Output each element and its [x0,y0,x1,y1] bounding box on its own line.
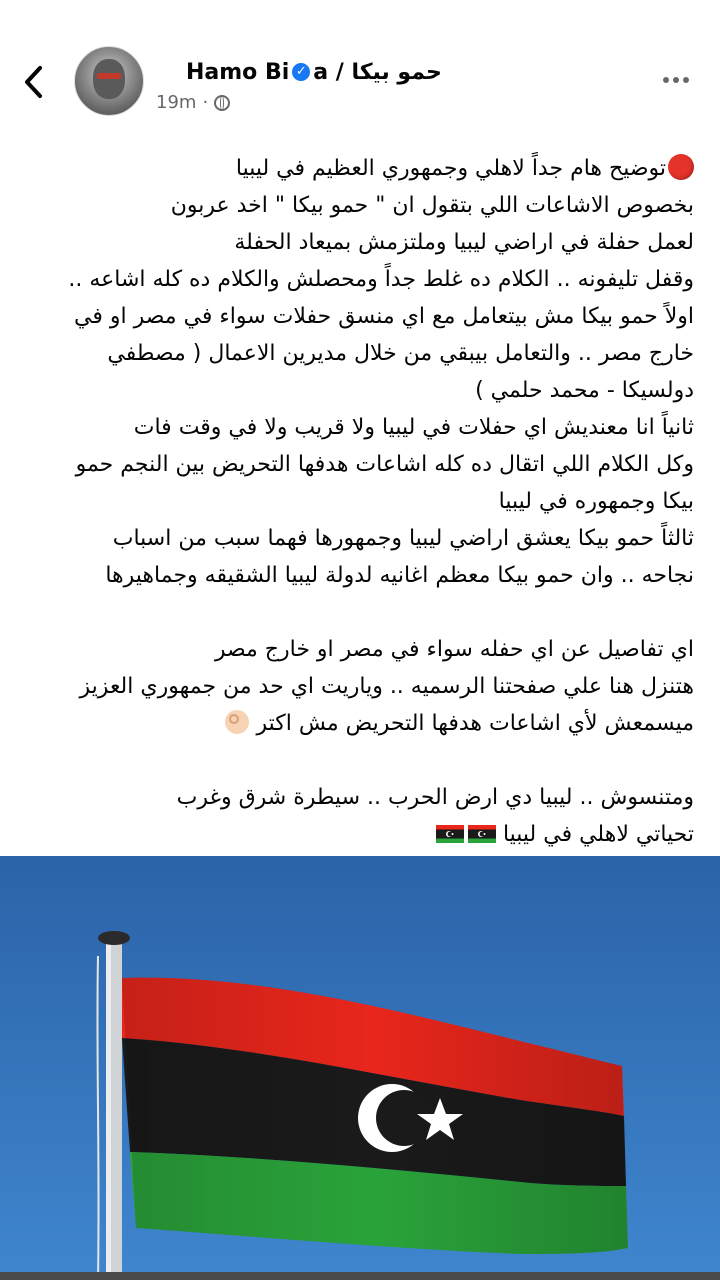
more-dots-icon [673,77,679,83]
post-line: وقفل تليفونه .. الكلام ده غلط جداً ومحصلش والكلام ده كله اشاعه .. [68,267,694,292]
post-line-text: ميسمعش لأي اشاعات هدفها التحريض مش اكتر [256,711,694,736]
back-button[interactable] [18,62,52,102]
post-line: ثانياً انا معنديش اي حفلات في ليبيا ولا قريب ولا في وقت فات [133,415,694,440]
post-line: لعمل حفلة في اراضي ليبيا وملتزمش بميعاد الحفلة [234,230,694,255]
post-line: وكل الكلام اللي اتقال ده كله اشاعات هدفها التحريض بين النجم حمو [75,452,694,477]
post-line: نجاحه .. وان حمو بيكا معظم اغانيه لدولة ليبيا الشقيقه وجماهيرها [105,563,694,588]
post-line: دولسيكا - محمد حلمي ) [475,378,694,403]
libya-flag-icon [468,825,496,843]
pole-finial [98,931,130,945]
post-line [24,150,694,187]
post-meta [156,92,230,113]
ok-hand-icon [225,710,249,734]
post-photo[interactable] [0,856,720,1280]
post-line: بخصوص الاشاعات اللي بتقول ان " حمو بيكا " اخد عربون [170,193,694,218]
post-time[interactable]: 19m [156,92,197,113]
avatar-face [93,59,125,99]
post-header [0,0,720,140]
profile-name-end: a / حمو بيكا [313,59,442,85]
meta-separator: · [202,92,209,113]
paragraph-gap [24,594,694,631]
paragraph-gap [24,742,694,779]
post-line [24,705,694,742]
avatar-glasses [97,73,121,79]
post-line: بيكا وجمهوره في ليبيا [498,489,694,514]
post-line [24,816,694,853]
profile-name-start: Hamo Bi [186,59,290,85]
post-line: ومتنسوش .. ليبيا دي ارض الحرب .. سيطرة شرق وغرب [176,785,694,810]
more-dots-icon [683,77,689,83]
post-line-text: توضيح هام جداً لاهلي وجمهوري العظيم في ليبيا [235,156,666,181]
avatar[interactable] [74,46,144,116]
chevron-left-icon [18,62,52,102]
post-line: اي تفاصيل عن اي حفله سواء في مصر او خارج مصر [214,637,694,662]
post-line: هتنزل هنا علي صفحتنا الرسميه .. وياريت اي حد من جمهوري العزيز [79,674,694,699]
post-line-text: تحياتي لاهلي في ليبيا [502,822,694,847]
more-options-button[interactable] [656,66,696,94]
globe-icon [214,95,230,111]
profile-name[interactable] [186,56,442,88]
red-circle-icon [668,154,694,180]
libya-flag-icon [436,825,464,843]
post-body [24,150,694,853]
post-line: خارج مصر .. والتعامل بيبقي من خلال مديرين الاعمال ( مصطفي [107,341,694,366]
more-dots-icon [663,77,669,83]
verified-badge-icon: ✓ [292,63,310,81]
post-line: ثالثاً حمو بيكا يعشق اراضي ليبيا وجمهورها فهما سبب من اسباب [112,526,694,551]
post-line: اولاً حمو بيكا مش بيتعامل مع اي منسق حفلات سواء في مصر او في [74,304,694,329]
libya-flag-photo [0,856,720,1280]
bottom-edge [0,1272,720,1280]
